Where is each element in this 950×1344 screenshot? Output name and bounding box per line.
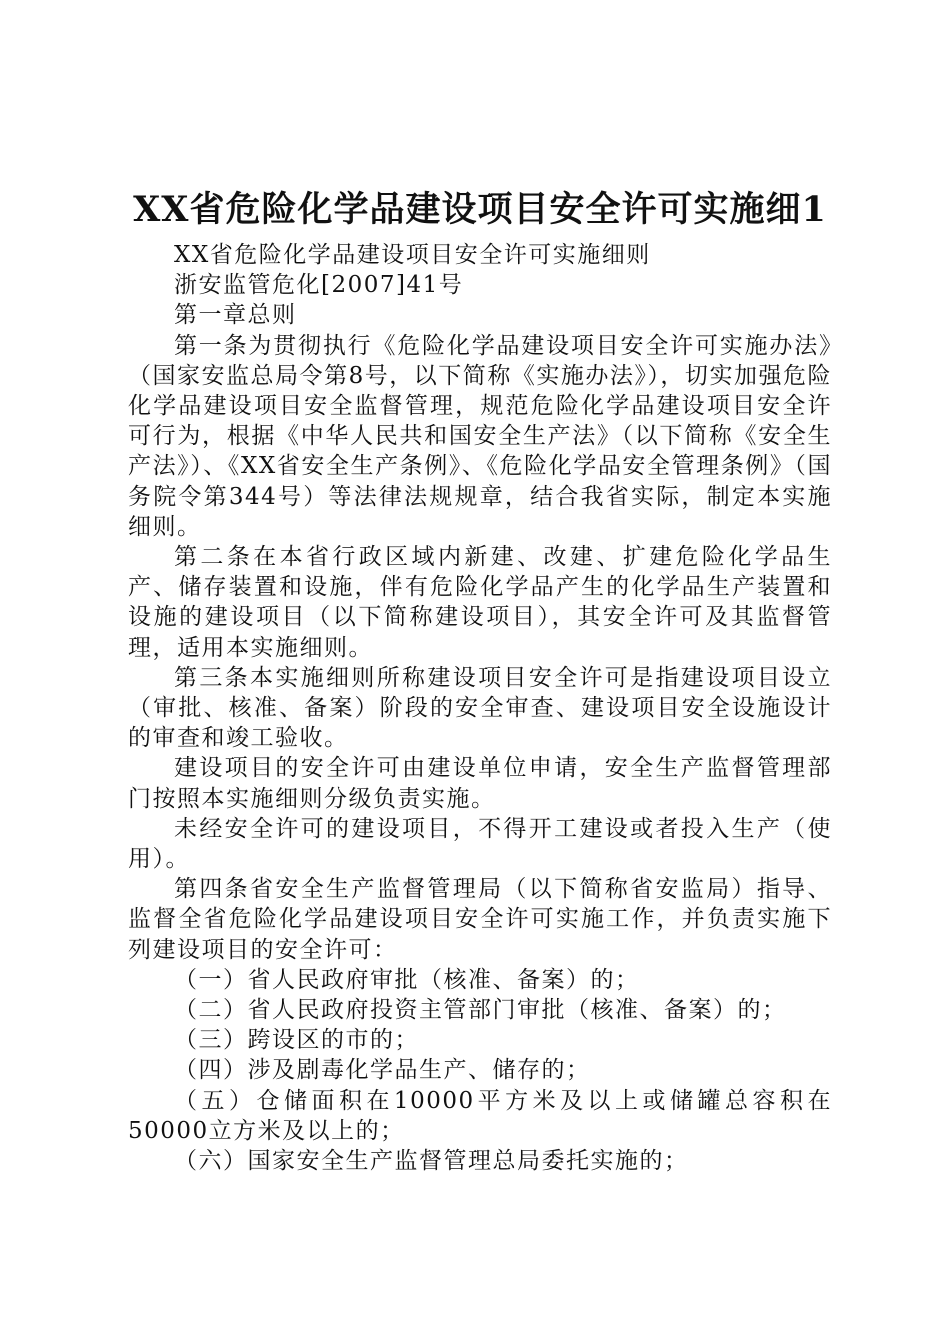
list-item: （一）省人民政府审批（核准、备案）的；	[174, 966, 640, 993]
document-title: XX省危险化学品建设项目安全许可实施细1	[133, 189, 827, 230]
list-item: （四）涉及剧毒化学品生产、储存的；	[174, 1057, 591, 1084]
article-2-paragraph: 第二条在本省行政区域内新建、改建、扩建危险化学品生产、储存装置和设施，伴有危险化学品产生的化学品生产装置和设施的建设项目（以下简称建设项目），其安全许可及其监督管理，适用本实施细则。	[128, 544, 832, 661]
list-item: （三）跨设区的市的；	[174, 1027, 419, 1054]
list-item: （五）仓储面积在10000平方米及以上或储罐总容积在50000立方米及以上的；	[128, 1087, 832, 1144]
article-3-paragraph-2: 建设项目的安全许可由建设单位申请，安全生产监督管理部门按照本实施细则分级负责实施。	[128, 755, 832, 812]
article-3-paragraph-3: 未经安全许可的建设项目，不得开工建设或者投入生产（使用）。	[128, 815, 832, 873]
chapter-heading: 第一章总则	[174, 302, 297, 329]
list-item: （二）省人民政府投资主管部门审批（核准、备案）的；	[174, 997, 787, 1024]
list-item: （六）国家安全生产监督管理总局委托实施的；	[174, 1148, 689, 1175]
document-page	[128, 186, 832, 1176]
article-4-paragraph: 第四条省安全生产监督管理局（以下简称省安监局）指导、监督全省危险化学品建设项目安全许可实施工作，并负责实施下列建设项目的安全许可：	[128, 876, 832, 963]
article-1-paragraph: 第一条为贯彻执行《危险化学品建设项目安全许可实施办法》（国家安监总局令第8号，以下简称《实施办法》），切实加强危险化学品建设项目安全监督管理，规范危险化学品建设项目安全许可行为，根据《中华人民共和国安全生产法》（以下简称《安全生产法》）、《XX省安全生产条例》、《危险化学品安全管理条例》（国务院令第344号）等法律法规规章，结合我省实际，制定本实施细则。	[128, 332, 832, 540]
document-number-line: 浙安监管危化[2007]41号	[174, 272, 464, 299]
article-3-paragraph: 第三条本实施细则所称建设项目安全许可是指建设项目设立（审批、核准、备案）阶段的安全审查、建设项目安全设施设计的审查和竣工验收。	[128, 664, 832, 752]
subtitle-line: XX省危险化学品建设项目安全许可实施细则	[174, 242, 651, 268]
